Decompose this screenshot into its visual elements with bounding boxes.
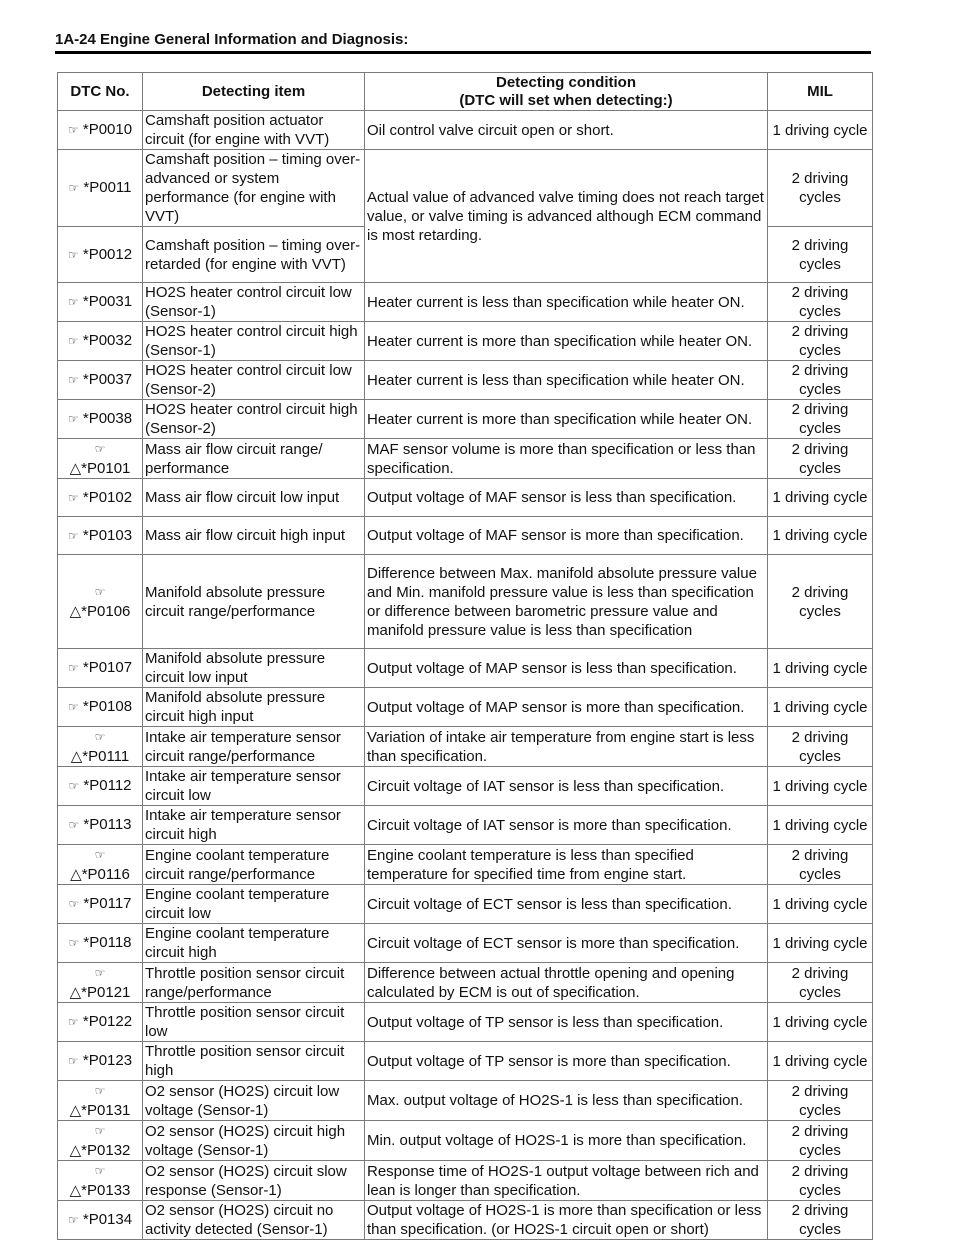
dtc-code-cell (58, 227, 143, 283)
mil-value: 2 driving cycles (768, 1081, 873, 1121)
detecting-condition: Circuit voltage of ECT sensor is more than specification. (365, 924, 768, 963)
pointing-hand-icon: ☞ (67, 700, 79, 714)
table-row (58, 555, 873, 649)
detecting-item: HO2S heater control circuit low (Sensor-2) (143, 361, 365, 400)
detecting-item: HO2S heater control circuit high (Sensor-1) (143, 322, 365, 361)
table-row (58, 806, 873, 845)
mil-value: 1 driving cycle (768, 111, 873, 150)
dtc-code-cell (58, 649, 143, 688)
dtc-code: *P0113 (83, 816, 132, 833)
dtc-code-cell (58, 1081, 143, 1121)
dtc-code-cell (58, 806, 143, 845)
detecting-condition: Circuit voltage of ECT sensor is less than specification. (365, 885, 768, 924)
table-row (58, 322, 873, 361)
header-detecting-condition (365, 73, 768, 111)
table-row (58, 727, 873, 767)
detecting-item: Intake air temperature sensor circuit low (143, 767, 365, 806)
table-row (58, 1081, 873, 1121)
table-row (58, 1201, 873, 1240)
detecting-condition: Response time of HO2S-1 output voltage between rich and lean is longer than specification. (365, 1161, 768, 1201)
pointing-hand-icon: ☞ (67, 334, 79, 348)
pointing-hand-icon: ☞ (94, 1164, 106, 1178)
mil-value: 2 driving cycles (768, 1121, 873, 1161)
pointing-hand-icon: ☞ (94, 966, 106, 980)
dtc-code: *P0010 (82, 121, 133, 138)
dtc-code-cell (58, 111, 143, 150)
table-row (58, 767, 873, 806)
detecting-item: Manifold absolute pressure circuit high input (143, 688, 365, 727)
dtc-code: △*P0132 (69, 1142, 131, 1159)
header-detecting-item: Detecting item (143, 73, 365, 111)
dtc-code-cell (58, 688, 143, 727)
dtc-code-cell (58, 322, 143, 361)
table-row (58, 111, 873, 150)
pointing-hand-icon: ☞ (68, 936, 80, 950)
table-row (58, 963, 873, 1003)
detecting-condition: Difference between Max. manifold absolute pressure value and Min. manifold pressure value is less than specification or difference between barometric pressure value and manifold pressure value is less than specification (365, 555, 768, 649)
detecting-item: O2 sensor (HO2S) circuit slow response (Sensor-1) (143, 1161, 365, 1201)
header-condition-line1: Detecting condition (496, 73, 636, 91)
detecting-item: Manifold absolute pressure circuit low input (143, 649, 365, 688)
table-row (58, 283, 873, 322)
detecting-item: Mass air flow circuit high input (143, 517, 365, 555)
dtc-code-cell (58, 555, 143, 649)
dtc-code: *P0108 (82, 698, 133, 715)
dtc-code: △*P0133 (69, 1182, 131, 1199)
dtc-code: *P0012 (82, 245, 133, 263)
dtc-code: *P0117 (83, 895, 132, 912)
dtc-code: *P0123 (82, 1052, 133, 1069)
mil-value: 2 driving cycles (768, 150, 873, 227)
mil-value: 1 driving cycle (768, 1042, 873, 1081)
dtc-code-cell (58, 727, 143, 767)
dtc-code-cell (58, 924, 143, 963)
dtc-code: △*P0106 (69, 603, 131, 620)
detecting-item: Engine coolant temperature circuit high (143, 924, 365, 963)
dtc-code: △*P0121 (69, 984, 131, 1001)
dtc-code: △*P0131 (69, 1102, 131, 1119)
detecting-condition: Oil control valve circuit open or short. (365, 111, 768, 150)
mil-value: 2 driving cycles (768, 963, 873, 1003)
mil-value: 2 driving cycles (768, 1201, 873, 1240)
pointing-hand-icon: ☞ (67, 295, 79, 309)
detecting-condition: Output voltage of MAF sensor is more than specification. (365, 517, 768, 555)
mil-value: 2 driving cycles (768, 361, 873, 400)
dtc-code-cell (58, 885, 143, 924)
table-row (58, 439, 873, 479)
dtc-code: *P0103 (82, 526, 133, 544)
dtc-code: △*P0116 (70, 866, 130, 883)
detecting-condition: Circuit voltage of IAT sensor is less than specification. (365, 767, 768, 806)
pointing-hand-icon: ☞ (67, 1015, 79, 1029)
pointing-hand-icon: ☞ (67, 373, 79, 387)
dtc-code: *P0011 (83, 179, 132, 196)
pointing-hand-icon: ☞ (94, 442, 106, 456)
detecting-condition: Output voltage of MAF sensor is less than specification. (365, 479, 768, 517)
dtc-code-cell (58, 400, 143, 439)
detecting-condition: MAF sensor volume is more than specification or less than specification. (365, 439, 768, 479)
pointing-hand-icon: ☞ (94, 730, 106, 744)
pointing-hand-icon: ☞ (94, 1124, 106, 1138)
table-row (58, 924, 873, 963)
detecting-condition: Difference between actual throttle opening and opening calculated by ECM is out of specification. (365, 963, 768, 1003)
pointing-hand-icon: ☞ (94, 848, 106, 862)
detecting-condition: Output voltage of MAP sensor is less than specification. (365, 649, 768, 688)
detecting-condition: Heater current is less than specification while heater ON. (365, 361, 768, 400)
dtc-table (57, 72, 873, 1240)
dtc-code: *P0122 (82, 1013, 133, 1030)
dtc-code-cell (58, 439, 143, 479)
mil-value: 2 driving cycles (768, 439, 873, 479)
dtc-code: △*P0111 (70, 748, 130, 765)
detecting-item: O2 sensor (HO2S) circuit low voltage (Sensor-1) (143, 1081, 365, 1121)
mil-value: 1 driving cycle (768, 479, 873, 517)
dtc-code-cell (58, 283, 143, 322)
detecting-item: Camshaft position actuator circuit (for engine with VVT) (143, 111, 365, 150)
detecting-item: Engine coolant temperature circuit low (143, 885, 365, 924)
pointing-hand-icon: ☞ (94, 585, 106, 599)
pointing-hand-icon: ☞ (67, 412, 79, 426)
mil-value: 2 driving cycles (768, 283, 873, 322)
detecting-item: Throttle position sensor circuit range/performance (143, 963, 365, 1003)
mil-value: 1 driving cycle (768, 649, 873, 688)
page-title: 1A-24 Engine General Information and Diagnosis: (55, 31, 409, 48)
mil-value: 1 driving cycle (768, 688, 873, 727)
page-header (55, 30, 871, 54)
mil-value: 1 driving cycle (768, 1003, 873, 1042)
dtc-code: *P0118 (83, 934, 132, 951)
detecting-condition: Circuit voltage of IAT sensor is more than specification. (365, 806, 768, 845)
dtc-code-cell (58, 1121, 143, 1161)
dtc-code: *P0112 (83, 777, 132, 794)
dtc-code-cell (58, 963, 143, 1003)
table-row (58, 1042, 873, 1081)
mil-value: 2 driving cycles (768, 322, 873, 361)
table-header-row (58, 73, 873, 111)
pointing-hand-icon: ☞ (94, 1084, 106, 1098)
detecting-item: Intake air temperature sensor circuit range/performance (143, 727, 365, 767)
header-dtc-no: DTC No. (58, 73, 143, 111)
detecting-condition: Output voltage of HO2S-1 is more than specification or less than specification. (or HO2S-1 circuit open or short) (365, 1201, 768, 1240)
dtc-code: *P0032 (82, 332, 133, 349)
detecting-condition: Output voltage of TP sensor is less than specification. (365, 1003, 768, 1042)
detecting-item: Throttle position sensor circuit low (143, 1003, 365, 1042)
dtc-code-cell (58, 1042, 143, 1081)
mil-value: 1 driving cycle (768, 517, 873, 555)
detecting-item: Manifold absolute pressure circuit range/performance (143, 555, 365, 649)
dtc-code: *P0102 (82, 488, 133, 506)
mil-value: 1 driving cycle (768, 767, 873, 806)
detecting-item: Intake air temperature sensor circuit high (143, 806, 365, 845)
detecting-item: HO2S heater control circuit low (Sensor-1) (143, 283, 365, 322)
pointing-hand-icon: ☞ (67, 528, 79, 543)
detecting-item: Camshaft position – timing over-retarded (for engine with VVT) (143, 227, 365, 283)
dtc-code: *P0031 (82, 293, 133, 310)
pointing-hand-icon: ☞ (68, 818, 80, 832)
mil-value: 2 driving cycles (768, 400, 873, 439)
detecting-item: Engine coolant temperature circuit range/performance (143, 845, 365, 885)
dtc-code-cell (58, 1201, 143, 1240)
pointing-hand-icon: ☞ (67, 661, 79, 675)
table-row (58, 361, 873, 400)
pointing-hand-icon: ☞ (67, 490, 79, 505)
detecting-item: O2 sensor (HO2S) circuit high voltage (Sensor-1) (143, 1121, 365, 1161)
table-row (58, 150, 873, 227)
table-row (58, 885, 873, 924)
mil-value: 2 driving cycles (768, 845, 873, 885)
detecting-condition: Engine coolant temperature is less than specified temperature for specified time from engine start. (365, 845, 768, 885)
detecting-condition: Heater current is less than specification while heater ON. (365, 283, 768, 322)
detecting-item: Camshaft position – timing over-advanced or system performance (for engine with VVT) (143, 150, 365, 227)
detecting-condition: Heater current is more than specification while heater ON. (365, 400, 768, 439)
pointing-hand-icon: ☞ (67, 1054, 79, 1068)
mil-value: 1 driving cycle (768, 924, 873, 963)
dtc-code: △*P0101 (69, 460, 131, 477)
table-row (58, 479, 873, 517)
table-row (58, 649, 873, 688)
table-body (58, 111, 873, 1240)
detecting-item: Throttle position sensor circuit high (143, 1042, 365, 1081)
table-row (58, 688, 873, 727)
table-row (58, 1161, 873, 1201)
detecting-condition: Actual value of advanced valve timing does not reach target value, or valve timing is advanced although ECM command is most retarding. (365, 150, 768, 283)
table-row (58, 400, 873, 439)
dtc-code-cell (58, 479, 143, 517)
mil-value: 2 driving cycles (768, 227, 873, 283)
detecting-item: Mass air flow circuit low input (143, 479, 365, 517)
mil-value: 1 driving cycle (768, 885, 873, 924)
detecting-condition: Min. output voltage of HO2S-1 is more than specification. (365, 1121, 768, 1161)
mil-value: 2 driving cycles (768, 555, 873, 649)
table-row (58, 845, 873, 885)
dtc-code-cell (58, 150, 143, 227)
header-mil: MIL (768, 73, 873, 111)
dtc-code: *P0037 (82, 371, 133, 388)
dtc-code-cell (58, 1161, 143, 1201)
mil-value: 2 driving cycles (768, 1161, 873, 1201)
table-row (58, 1003, 873, 1042)
dtc-code: *P0107 (82, 659, 133, 676)
detecting-condition: Output voltage of MAP sensor is more than specification. (365, 688, 768, 727)
dtc-code-cell (58, 517, 143, 555)
detecting-condition: Output voltage of TP sensor is more than specification. (365, 1042, 768, 1081)
dtc-code: *P0134 (82, 1211, 133, 1228)
detecting-condition: Heater current is more than specification while heater ON. (365, 322, 768, 361)
detecting-item: HO2S heater control circuit high (Sensor-2) (143, 400, 365, 439)
dtc-code: *P0038 (82, 410, 133, 427)
pointing-hand-icon: ☞ (67, 123, 79, 137)
table-row (58, 517, 873, 555)
dtc-code-cell (58, 845, 143, 885)
detecting-condition: Variation of intake air temperature from engine start is less than specification. (365, 727, 768, 767)
table-row (58, 1121, 873, 1161)
dtc-code-cell (58, 1003, 143, 1042)
dtc-code-cell (58, 361, 143, 400)
header-condition-line2: (DTC will set when detecting:) (459, 91, 673, 109)
dtc-code-cell (58, 767, 143, 806)
pointing-hand-icon: ☞ (68, 181, 80, 195)
pointing-hand-icon: ☞ (68, 897, 80, 911)
detecting-item: O2 sensor (HO2S) circuit no activity detected (Sensor-1) (143, 1201, 365, 1240)
detecting-item: Mass air flow circuit range/ performance (143, 439, 365, 479)
pointing-hand-icon: ☞ (68, 779, 80, 793)
detecting-condition: Max. output voltage of HO2S-1 is less than specification. (365, 1081, 768, 1121)
mil-value: 2 driving cycles (768, 727, 873, 767)
pointing-hand-icon: ☞ (67, 247, 79, 262)
mil-value: 1 driving cycle (768, 806, 873, 845)
pointing-hand-icon: ☞ (67, 1213, 79, 1227)
